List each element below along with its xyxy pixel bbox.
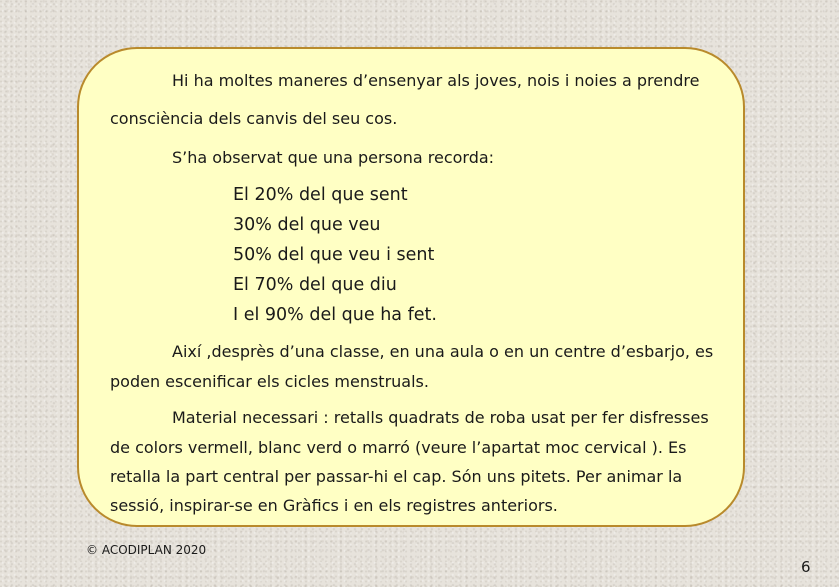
list-item: I el 90% del que ha fet. [233,305,437,325]
observation-text: S’ha observat que una persona recorda: [172,148,495,167]
intro-line-2: consciència dels canvis del seu cos. [110,109,398,128]
paragraph-after-line-1: Així ,desprès d’una classe, en una aula o en un centre d’esbarjo, es [172,342,714,361]
intro-line-1: Hi ha moltes maneres d’ensenyar als joves, nois i noies a prendre [172,71,700,90]
materials-line-1: Material necessari : retalls quadrats de roba usat per fer disfresses [172,408,709,427]
list-item: 50% del que veu i sent [233,245,435,265]
materials-line-3: retalla la part central per passar-hi el cap. Són uns pitets. Per animar la [110,467,683,486]
paragraph-after-line-2: poden escenificar els cicles menstruals. [110,372,429,391]
materials-line-4: sessió, inspirar-se en Gràfics i en els registres anteriors. [110,496,558,515]
copyright-notice: © ACODIPLAN 2020 [86,543,207,557]
list-item: 30% del que veu [233,215,381,235]
list-item: El 20% del que sent [233,185,408,205]
recall-percentages-list [233,180,437,330]
materials-line-2: de colors vermell, blanc verd o marró (veure l’apartat moc cervical ). Es [110,438,687,457]
page-number: 6 [801,558,811,576]
list-item: El 70% del que diu [233,275,397,295]
